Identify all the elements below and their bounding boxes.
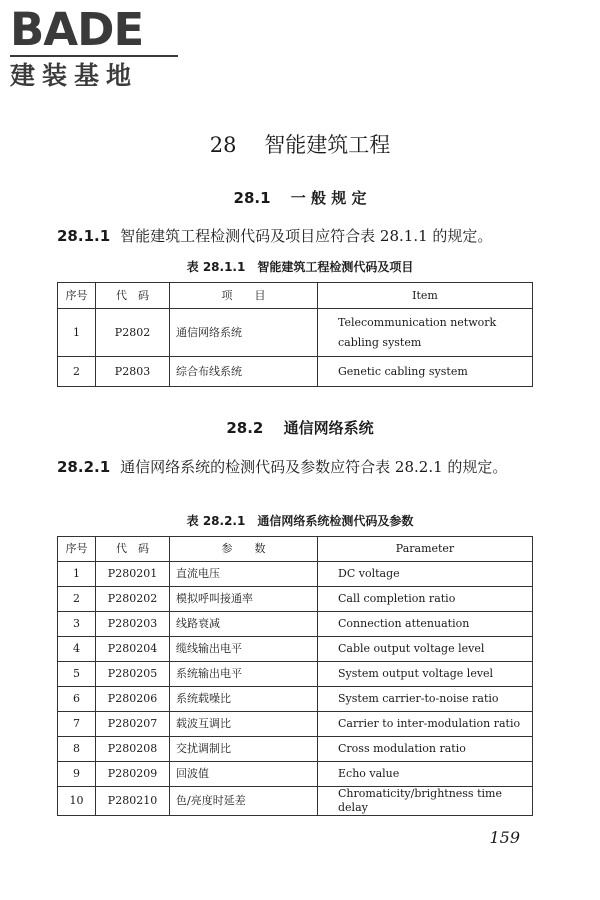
logo-wordmark: BADE <box>10 6 144 54</box>
brand-logo <box>10 6 180 90</box>
cell-no: 10 <box>58 787 96 816</box>
col-header-param-en: Parameter <box>318 537 533 562</box>
table-row <box>58 662 533 687</box>
cell-item: 综合布线系统 <box>170 357 318 387</box>
table-row <box>58 637 533 662</box>
cell-code: P280201 <box>96 562 170 587</box>
cell-no: 2 <box>58 587 96 612</box>
clause-28-1-1 <box>57 222 537 250</box>
cell-no: 7 <box>58 712 96 737</box>
table-row <box>58 309 533 357</box>
cell-item: 通信网络系统 <box>170 309 318 357</box>
col-header-item-en: Item <box>318 283 533 309</box>
cell-no: 1 <box>58 309 96 357</box>
cell-code: P280202 <box>96 587 170 612</box>
table-row <box>58 712 533 737</box>
cell-param: 载波互调比 <box>170 712 318 737</box>
col-header-no: 序号 <box>58 537 96 562</box>
table-28-1-1 <box>57 282 533 387</box>
cell-param: 线路衰减 <box>170 612 318 637</box>
clause-28-2-1 <box>57 453 537 481</box>
cell-code: P280207 <box>96 712 170 737</box>
cell-no: 2 <box>58 357 96 387</box>
logo-divider <box>10 55 178 57</box>
section-number: 28.1 <box>233 189 271 207</box>
cell-code: P280205 <box>96 662 170 687</box>
cell-param-en: Call completion ratio <box>318 587 533 612</box>
cell-param: 交扰调制比 <box>170 737 318 762</box>
cell-code: P280203 <box>96 612 170 637</box>
section-title: 一 般 规 定 <box>290 189 367 207</box>
logo-subtitle: 建装基地 <box>10 61 139 90</box>
clause-text: 智能建筑工程检测代码及项目应符合表 28.1.1 的规定。 <box>120 227 493 245</box>
col-header-item: 项 目 <box>170 283 318 309</box>
cell-param-en: DC voltage <box>318 562 533 587</box>
table-row <box>58 562 533 587</box>
cell-code: P280209 <box>96 762 170 787</box>
chapter-heading <box>0 130 600 160</box>
clause-number: 28.2.1 <box>57 458 111 476</box>
table-row <box>58 787 533 816</box>
cell-item-en: Telecommunication network cabling system <box>318 309 533 357</box>
cell-no: 1 <box>58 562 96 587</box>
table-row <box>58 737 533 762</box>
table-caption-1: 表 28.1.1 智能建筑工程检测代码及项目 <box>186 260 414 274</box>
section-title: 通信网络系统 <box>283 419 374 437</box>
cell-param: 回波值 <box>170 762 318 787</box>
table-caption-2: 表 28.2.1 通信网络系统检测代码及参数 <box>186 514 414 528</box>
clause-text: 通信网络系统的检测代码及参数应符合表 28.2.1 的规定。 <box>120 458 508 476</box>
cell-param: 缆线输出电平 <box>170 637 318 662</box>
col-header-no: 序号 <box>58 283 96 309</box>
clause-number: 28.1.1 <box>57 227 111 245</box>
cell-param: 直流电压 <box>170 562 318 587</box>
cell-param-en: Connection attenuation <box>318 612 533 637</box>
table-row <box>58 357 533 387</box>
cell-param: 系统载噪比 <box>170 687 318 712</box>
cell-item-en: Genetic cabling system <box>318 357 533 387</box>
cell-code: P2803 <box>96 357 170 387</box>
cell-code: P280204 <box>96 637 170 662</box>
cell-param: 模拟呼叫接通率 <box>170 587 318 612</box>
cell-code: P280206 <box>96 687 170 712</box>
cell-param-en: Echo value <box>318 762 533 787</box>
section-number: 28.2 <box>226 419 264 437</box>
cell-code: P280208 <box>96 737 170 762</box>
chapter-title: 智能建筑工程 <box>264 133 391 157</box>
cell-param-en: Cross modulation ratio <box>318 737 533 762</box>
table-row <box>58 587 533 612</box>
cell-no: 5 <box>58 662 96 687</box>
section-heading-2 <box>0 417 600 439</box>
cell-no: 8 <box>58 737 96 762</box>
table-row <box>58 762 533 787</box>
table-28-2-1 <box>57 536 533 816</box>
cell-code: P280210 <box>96 787 170 816</box>
col-header-code: 代 码 <box>96 537 170 562</box>
cell-code: P2802 <box>96 309 170 357</box>
cell-no: 3 <box>58 612 96 637</box>
table-header-row <box>58 283 533 309</box>
cell-no: 6 <box>58 687 96 712</box>
cell-param-en: Carrier to inter-modulation ratio <box>318 712 533 737</box>
table-row <box>58 687 533 712</box>
chapter-number: 28 <box>209 133 237 157</box>
cell-param-en: Cable output voltage level <box>318 637 533 662</box>
col-header-param: 参 数 <box>170 537 318 562</box>
page-number: 159 <box>489 828 520 847</box>
table-header-row <box>58 537 533 562</box>
cell-no: 9 <box>58 762 96 787</box>
cell-param-en: System output voltage level <box>318 662 533 687</box>
cell-param: 系统输出电平 <box>170 662 318 687</box>
section-heading-1 <box>0 187 600 209</box>
cell-no: 4 <box>58 637 96 662</box>
cell-param-en: System carrier-to-noise ratio <box>318 687 533 712</box>
cell-param: 色/亮度时延差 <box>170 787 318 816</box>
cell-param-en: Chromaticity/brightness time delay <box>318 787 533 816</box>
table-row <box>58 612 533 637</box>
col-header-code: 代 码 <box>96 283 170 309</box>
